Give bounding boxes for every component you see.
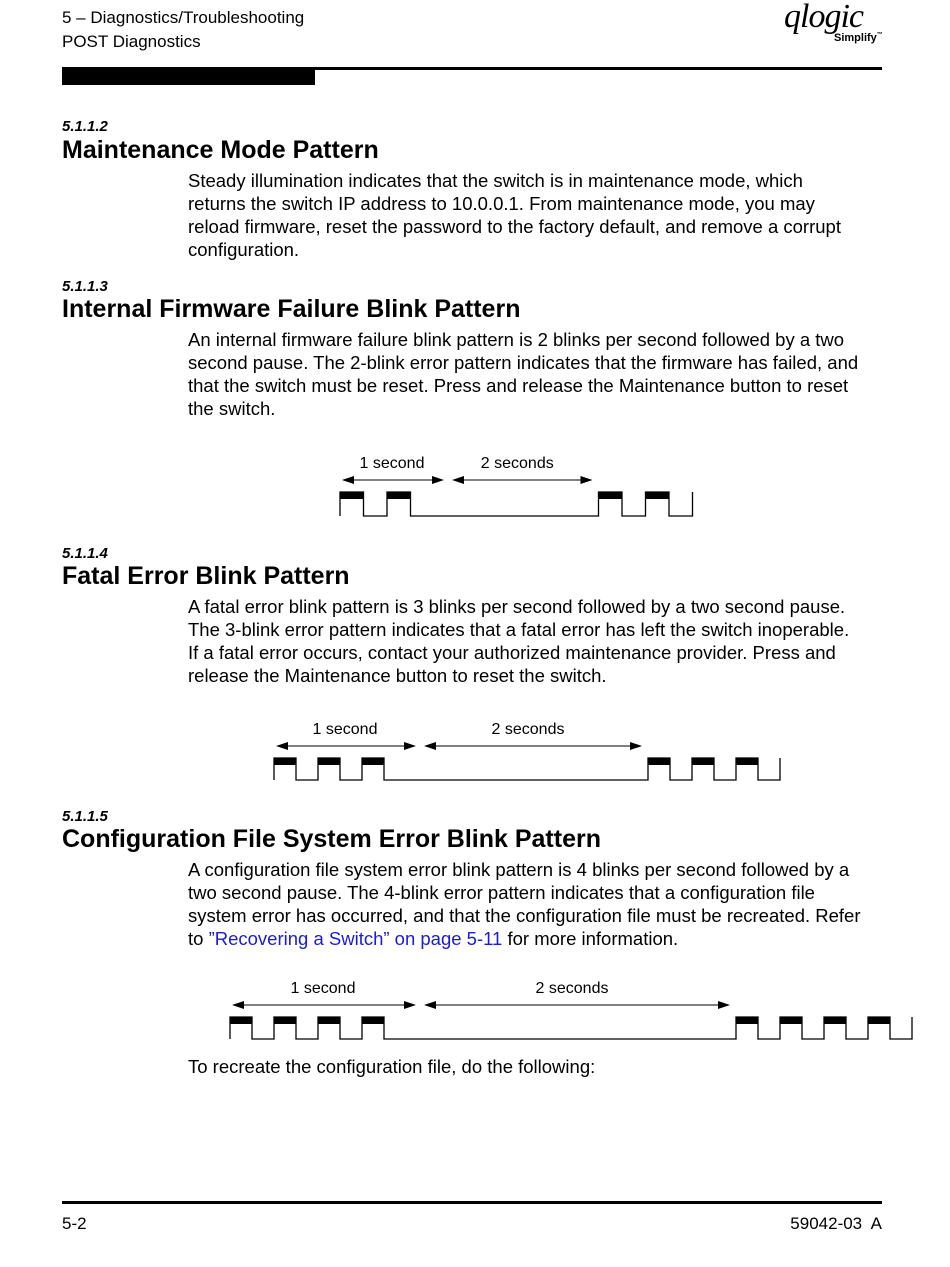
arrowhead-right [718,1001,730,1009]
blink-pulse [692,758,714,765]
arrowhead-right [581,476,593,484]
section-body: A fatal error blink pattern is 3 blinks per second followed by a two second pause. The 3-blink error pattern indicates that a fatal error has left the switch inoperable. If a fatal error occurs, contact your authorized maintenance provider. Press and release the Maintenance button to reset the switch. [188,596,850,686]
blink-pulse [274,758,296,765]
section-title: Fatal Error Blink Pattern [62,562,350,590]
blink-pulse [599,492,623,499]
blink-pulse [318,1017,340,1024]
label-one-second: 1 second [359,455,425,472]
section-body: An internal firmware failure blink pattern is 2 blinks per second followed by a two second pause. The 2-blink error pattern indicates that the firmware has failed, and that the switch must be reset. Press and release the Maintenance button to reset the switch. [188,329,859,419]
section-number: 5.1.1.5 [62,808,108,825]
running-header-section: POST Diagnostics [62,32,201,51]
blink-pulse [868,1017,890,1024]
blink-pulse [274,1017,296,1024]
blink-pulse [648,758,670,765]
logo-tagline: Simplify™ [834,32,883,44]
arrowhead-left [424,742,436,750]
blink-pulse [736,1017,758,1024]
arrowhead-left [276,742,288,750]
arrowhead-right [404,742,416,750]
section-number: 5.1.1.2 [62,118,108,135]
section-body: Steady illumination indicates that the switch is in maintenance mode, which returns the switch IP address to 10.0.0.1. From maintenance mode, you may reload firmware, reset the password to the factory default, and remove a corrupt configuration. [188,170,841,260]
label-one-second: 1 second [290,980,356,997]
closing-text: To recreate the configuration file, do the following: [188,1056,596,1077]
section-number: 5.1.1.4 [62,545,108,562]
blink-diagram-2 [340,455,693,516]
label-two-seconds: 2 seconds [480,455,554,472]
blink-pulse [387,492,411,499]
blink-diagram-4 [230,980,912,1039]
arrowhead-left [452,476,464,484]
arrowhead-right [404,1001,416,1009]
blink-pulse [318,758,340,765]
section-number: 5.1.1.3 [62,278,108,295]
section-title: Internal Firmware Failure Blink Pattern [62,295,521,323]
blink-diagram-3 [274,721,780,780]
footer-doc-id: 59042-03 A [790,1214,882,1233]
blink-pulse [824,1017,846,1024]
recovering-switch-link[interactable]: ”Recovering a Switch” on page 5-11 [208,928,503,949]
label-two-seconds: 2 seconds [535,980,609,997]
arrowhead-left [232,1001,244,1009]
blink-pulse [780,1017,802,1024]
section-body: A configuration file system error blink pattern is 4 blinks per second followed by a two second pause. The 4-blink error pattern indicates that a configuration file system error has occurred, and that the configuration file must be recreated. Refer to ”Recovering a Switch” on page 5-11 for more information. [188,859,861,949]
blink-pulse [340,492,364,499]
arrowhead-right [432,476,444,484]
blink-pulse [362,758,384,765]
logo-wordmark: qlogic [784,0,863,35]
running-header-chapter: 5 – Diagnostics/Troubleshooting [62,8,305,27]
label-one-second: 1 second [312,721,378,738]
blink-pulse [362,1017,384,1024]
section-title: Maintenance Mode Pattern [62,136,379,164]
blink-pulse [736,758,758,765]
label-two-seconds: 2 seconds [491,721,565,738]
footer-rule [62,1201,882,1204]
section-title: Configuration File System Error Blink Pattern [62,825,601,853]
blink-pulse [230,1017,252,1024]
arrowhead-right [630,742,642,750]
arrowhead-left [424,1001,436,1009]
footer-page-number: 5-2 [62,1214,87,1233]
arrowhead-left [342,476,354,484]
blink-pulse [646,492,670,499]
